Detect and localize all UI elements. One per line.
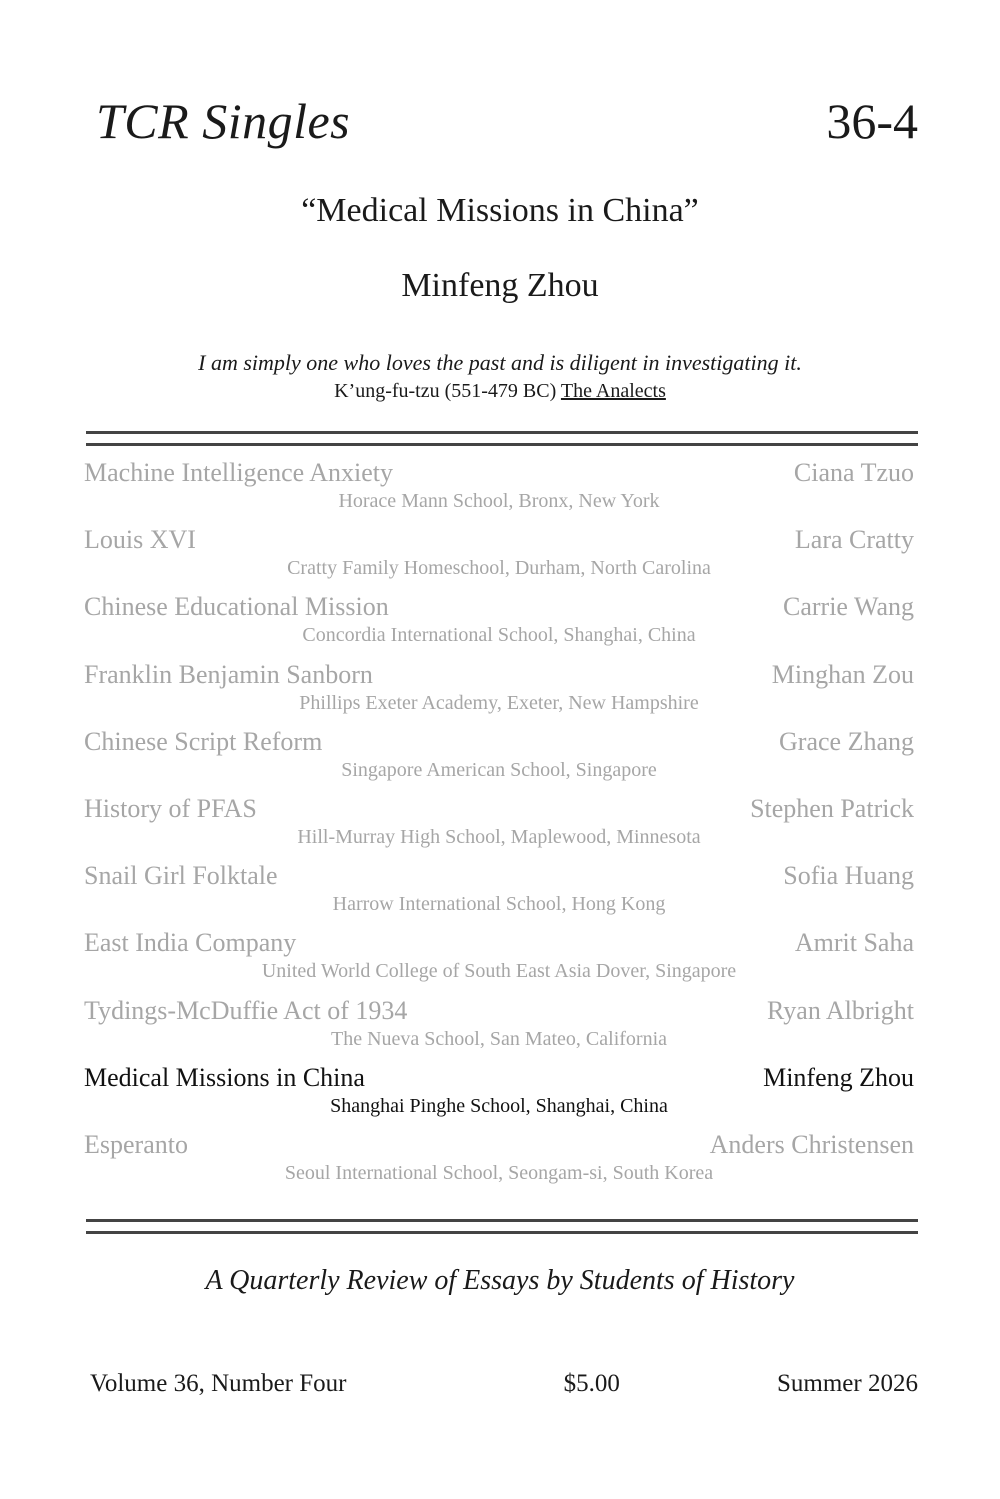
toc-entry-author: Ryan Albright bbox=[766, 995, 914, 1025]
toc-entry-school: United World College of South East Asia Dover, Singapore bbox=[261, 960, 737, 983]
toc-entry-title: Tydings-McDuffie Act of 1934 bbox=[84, 995, 408, 1025]
toc-entry-author: Anders Christensen bbox=[709, 1129, 914, 1159]
toc-entry bbox=[84, 927, 914, 994]
toc-entry-title: East India Company bbox=[84, 928, 297, 958]
toc-entry-title: Louis XVI bbox=[84, 525, 196, 555]
series-name: TCR Singles bbox=[96, 93, 351, 149]
toc-entry-school: Phillips Exeter Academy, Exeter, New Hampshire bbox=[299, 691, 699, 714]
toc-entry-title: Machine Intelligence Anxiety bbox=[84, 458, 394, 487]
epigraph bbox=[0, 350, 1000, 403]
toc-entry-author: Minghan Zou bbox=[771, 659, 914, 689]
toc-entry bbox=[84, 591, 914, 658]
toc-entry bbox=[84, 860, 914, 927]
toc-entry-school: Singapore American School, Singapore bbox=[341, 758, 657, 781]
table-of-contents bbox=[84, 457, 914, 1196]
toc-entry-title: History of PFAS bbox=[84, 793, 257, 823]
toc-entry-author: Ciana Tzuo bbox=[793, 458, 914, 487]
epigraph-work: The Analects bbox=[560, 380, 666, 402]
toc-entry-current bbox=[84, 1062, 914, 1129]
toc-entry-title: Chinese Educational Mission bbox=[84, 592, 389, 622]
essay-author: Minfeng Zhou bbox=[401, 267, 599, 304]
toc-entry-author: Sofia Huang bbox=[783, 861, 914, 891]
masthead bbox=[96, 92, 918, 150]
toc-entry-author: Grace Zhang bbox=[779, 726, 914, 756]
toc-entry-title: Chinese Script Reform bbox=[84, 726, 323, 756]
toc-entry bbox=[84, 726, 914, 793]
toc-entry bbox=[84, 457, 914, 524]
epigraph-attribution: K’ung-fu-tzu (551-479 BC) bbox=[334, 380, 557, 402]
issue-code: 36-4 bbox=[826, 93, 918, 149]
toc-entry-school: Shanghai Pinghe School, Shanghai, China bbox=[330, 1094, 668, 1117]
toc-entry-author: Amrit Saha bbox=[794, 928, 914, 958]
toc-entry-school: Cratty Family Homeschool, Durham, North Carolina bbox=[287, 557, 711, 580]
toc-entry-author: Minfeng Zhou bbox=[763, 1062, 914, 1092]
toc-entry-title: Franklin Benjamin Sanborn bbox=[84, 659, 373, 689]
toc-entry-title: Medical Missions in China bbox=[84, 1062, 365, 1092]
toc-entry bbox=[84, 793, 914, 860]
toc-entry-school: The Nueva School, San Mateo, California bbox=[330, 1027, 668, 1050]
toc-entry-author: Carrie Wang bbox=[783, 592, 914, 622]
toc-entry-author: Lara Cratty bbox=[794, 525, 914, 555]
toc-entry-title: Snail Girl Folktale bbox=[84, 861, 278, 891]
toc-entry bbox=[84, 524, 914, 591]
footer-price: $5.00 bbox=[563, 1370, 620, 1397]
toc-entry bbox=[84, 659, 914, 726]
tagline: A Quarterly Review of Essays by Students of History bbox=[205, 1265, 795, 1296]
footer-season: Summer 2026 bbox=[777, 1370, 918, 1397]
footer bbox=[90, 1370, 918, 1398]
epigraph-text: I am simply one who loves the past and is diligent in investigating it. bbox=[198, 350, 802, 375]
double-rule-top bbox=[86, 431, 918, 446]
epigraph-source bbox=[0, 380, 1000, 403]
toc-entry-title: Esperanto bbox=[84, 1129, 188, 1159]
double-rule-bottom bbox=[86, 1219, 918, 1234]
toc-entry-school: Harrow International School, Hong Kong bbox=[332, 893, 666, 916]
toc-entry-school: Concordia International School, Shanghai, China bbox=[302, 624, 696, 647]
toc-entry-school: Seoul International School, Seongam-si, South Korea bbox=[284, 1161, 714, 1184]
toc-entry-school: Hill-Murray High School, Maplewood, Minnesota bbox=[297, 825, 701, 848]
footer-volume: Volume 36, Number Four bbox=[90, 1370, 347, 1397]
essay-title: “Medical Missions in China” bbox=[301, 192, 699, 229]
toc-entry-author: Stephen Patrick bbox=[750, 793, 914, 823]
toc-entry bbox=[84, 995, 914, 1062]
toc-entry-school: Horace Mann School, Bronx, New York bbox=[338, 490, 660, 512]
toc-entry bbox=[84, 1129, 914, 1196]
